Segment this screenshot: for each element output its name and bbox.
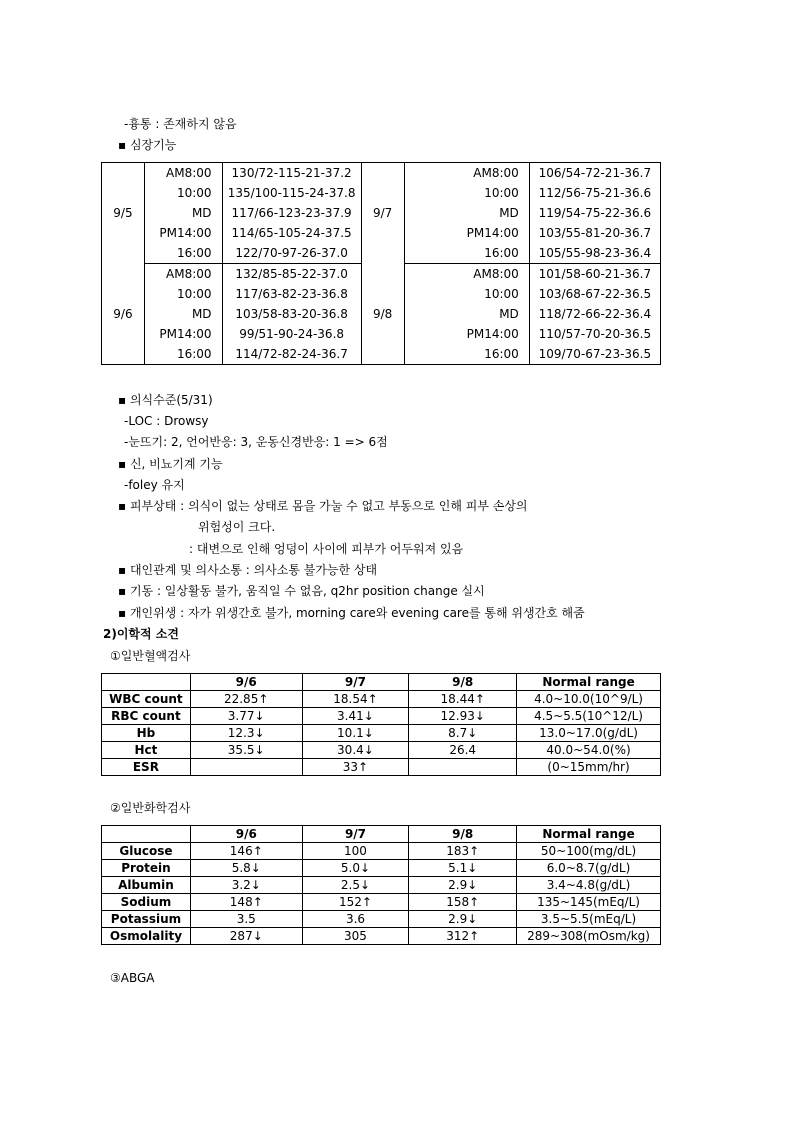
vitals-value: 135/100-115-24-37.8 bbox=[222, 183, 361, 203]
skin-note-1: ▪ 피부상태 : 의식이 없는 상태로 몸을 가눌 수 없고 부동으로 인해 피부 손상의 bbox=[118, 499, 528, 513]
vitals-time: 10:00 bbox=[404, 183, 529, 203]
lab-row bbox=[102, 860, 661, 877]
lab-value: 3.41↓ bbox=[302, 708, 409, 725]
vitals-row bbox=[102, 163, 661, 184]
lab-value: 2.9↓ bbox=[409, 877, 517, 894]
cbc-title: ①일반혈액검사 bbox=[110, 649, 191, 663]
vitals-value: 106/54-72-21-36.7 bbox=[538, 166, 652, 180]
lab-value: 3.6 bbox=[302, 911, 409, 928]
lab-value: 26.4 bbox=[409, 742, 517, 759]
vitals-date: 9/5 bbox=[102, 163, 145, 264]
lab-value: 3.5 bbox=[190, 911, 302, 928]
lab-value: 183↑ bbox=[409, 843, 517, 860]
cardiac-function-heading: ▪ 심장기능 bbox=[118, 138, 177, 152]
vitals-time: MD bbox=[144, 203, 222, 223]
lab-value: 8.7↓ bbox=[409, 725, 517, 742]
lab-test-name: RBC count bbox=[102, 708, 191, 725]
lab-test-name: Osmolality bbox=[102, 928, 191, 945]
foley-note: -foley 유지 bbox=[124, 478, 185, 492]
vitals-value: 112/56-75-21-36.6 bbox=[538, 186, 652, 200]
hygiene-note: ▪ 개인위생 : 자가 위생간호 불가, morning care와 evening care를 통해 위생간호 해줌 bbox=[118, 606, 585, 620]
vitals-time: AM8:00 bbox=[144, 264, 222, 285]
vitals-time: 16:00 bbox=[144, 243, 222, 264]
lab-row bbox=[102, 708, 661, 725]
lab-header-cell: 9/7 bbox=[302, 674, 409, 691]
vitals-time: AM8:00 bbox=[144, 163, 222, 184]
vitals-time: 16:00 bbox=[404, 243, 529, 264]
vitals-value: 117/63-82-23-36.8 bbox=[222, 284, 361, 304]
lab-value bbox=[190, 759, 302, 776]
vitals-value: 130/72-115-21-37.2 bbox=[222, 163, 361, 184]
vitals-value: 103/58-83-20-36.8 bbox=[222, 304, 361, 324]
lab-value: 4.0~10.0(10^9/L) bbox=[517, 691, 661, 708]
lab-value: 10.1↓ bbox=[302, 725, 409, 742]
vitals-time: PM14:00 bbox=[144, 324, 222, 344]
lab-row bbox=[102, 742, 661, 759]
vitals-time: MD bbox=[144, 304, 222, 324]
vitals-value: 101/58-60-21-36.7 bbox=[538, 267, 652, 281]
lab-value: 135~145(mEq/L) bbox=[517, 894, 661, 911]
lab-header-cell: 9/8 bbox=[409, 826, 517, 843]
lab-test-name: Glucose bbox=[102, 843, 191, 860]
lab-value: 152↑ bbox=[302, 894, 409, 911]
lab-test-name: WBC count bbox=[102, 691, 191, 708]
vitals-value: 118/72-66-22-36.4 bbox=[538, 307, 652, 321]
lab-value: 312↑ bbox=[409, 928, 517, 945]
abga-title: ③ABGA bbox=[110, 971, 155, 985]
lab-value: 3.77↓ bbox=[190, 708, 302, 725]
lab-row bbox=[102, 759, 661, 776]
vitals-value: 99/51-90-24-36.8 bbox=[222, 324, 361, 344]
vitals-value: 109/70-67-23-36.5 bbox=[529, 344, 660, 365]
cbc-table bbox=[101, 673, 661, 776]
vitals-value: 103/55-81-20-36.7 bbox=[538, 226, 652, 240]
vitals-time: 10:00 bbox=[404, 284, 529, 304]
vitals-date: 9/8 bbox=[361, 264, 404, 365]
lab-test-name: Sodium bbox=[102, 894, 191, 911]
skin-note-2: 위험성이 크다. bbox=[198, 520, 276, 534]
consciousness-heading: ▪ 의식수준(5/31) bbox=[118, 393, 213, 407]
vitals-value: 114/72-82-24-36.7 bbox=[222, 344, 361, 365]
lab-value: 50~100(mg/dL) bbox=[517, 843, 661, 860]
lab-value: 5.8↓ bbox=[190, 860, 302, 877]
lab-value: 22.85↑ bbox=[190, 691, 302, 708]
lab-value: 158↑ bbox=[409, 894, 517, 911]
vitals-time: PM14:00 bbox=[404, 223, 529, 243]
vital-signs-table bbox=[101, 162, 661, 365]
vitals-time: 10:00 bbox=[144, 183, 222, 203]
chest-pain-note: -흉통 : 존재하지 않음 bbox=[124, 117, 237, 131]
lab-test-name: Potassium bbox=[102, 911, 191, 928]
lab-value: (0~15mm/hr) bbox=[517, 759, 661, 776]
vitals-time: 16:00 bbox=[144, 344, 222, 365]
lab-value: 2.9↓ bbox=[409, 911, 517, 928]
lab-value: 289~308(mOsm/kg) bbox=[517, 928, 661, 945]
vitals-value: 117/66-123-23-37.9 bbox=[222, 203, 361, 223]
lab-value: 33↑ bbox=[302, 759, 409, 776]
lab-test-name: Hct bbox=[102, 742, 191, 759]
skin-note-3: : 대변으로 인해 엉덩이 사이에 피부가 어두워져 있음 bbox=[189, 542, 464, 556]
lab-value: 2.5↓ bbox=[302, 877, 409, 894]
vitals-value: 132/85-85-22-37.0 bbox=[222, 264, 361, 285]
vitals-time: MD bbox=[404, 203, 529, 223]
lab-row bbox=[102, 843, 661, 860]
lab-value: 35.5↓ bbox=[190, 742, 302, 759]
lab-test-name: ESR bbox=[102, 759, 191, 776]
lab-header-cell bbox=[102, 826, 191, 843]
lab-value: 146↑ bbox=[190, 843, 302, 860]
vitals-time: MD bbox=[404, 304, 529, 324]
lab-header-cell: 9/8 bbox=[409, 674, 517, 691]
lab-value: 3.4~4.8(g/dL) bbox=[517, 877, 661, 894]
lab-header-cell: 9/6 bbox=[190, 826, 302, 843]
lab-value: 12.3↓ bbox=[190, 725, 302, 742]
lab-value: 6.0~8.7(g/dL) bbox=[517, 860, 661, 877]
vitals-time: 16:00 bbox=[404, 344, 529, 365]
lab-value: 40.0~54.0(%) bbox=[517, 742, 661, 759]
lab-value: 305 bbox=[302, 928, 409, 945]
lab-value: 18.54↑ bbox=[302, 691, 409, 708]
lab-test-name: Protein bbox=[102, 860, 191, 877]
lab-value: 3.5~5.5(mEq/L) bbox=[517, 911, 661, 928]
renal-heading: ▪ 신, 비뇨기계 기능 bbox=[118, 457, 223, 471]
lab-row bbox=[102, 894, 661, 911]
chem-title: ②일반화학검사 bbox=[110, 801, 191, 815]
vitals-time: PM14:00 bbox=[404, 324, 529, 344]
lab-value: 13.0~17.0(g/dL) bbox=[517, 725, 661, 742]
lab-header-cell: Normal range bbox=[517, 826, 661, 843]
lab-value: 4.5~5.5(10^12/L) bbox=[517, 708, 661, 725]
lab-value: 148↑ bbox=[190, 894, 302, 911]
lab-value: 100 bbox=[302, 843, 409, 860]
lab-value bbox=[409, 759, 517, 776]
lab-test-name: Hb bbox=[102, 725, 191, 742]
lab-header-cell bbox=[102, 674, 191, 691]
section-physical-findings: 2)이학적 소견 bbox=[103, 627, 179, 641]
lab-row bbox=[102, 877, 661, 894]
vitals-value: 114/65-105-24-37.5 bbox=[222, 223, 361, 243]
vitals-value: 105/55-98-23-36.4 bbox=[529, 243, 660, 264]
vitals-value: 110/57-70-20-36.5 bbox=[538, 327, 652, 341]
lab-header-cell: Normal range bbox=[517, 674, 661, 691]
lab-value: 5.0↓ bbox=[302, 860, 409, 877]
lab-row bbox=[102, 725, 661, 742]
lab-row bbox=[102, 691, 661, 708]
lab-header-cell: 9/7 bbox=[302, 826, 409, 843]
lab-value: 3.2↓ bbox=[190, 877, 302, 894]
lab-value: 5.1↓ bbox=[409, 860, 517, 877]
lab-value: 30.4↓ bbox=[302, 742, 409, 759]
vitals-date: 9/6 bbox=[102, 264, 145, 365]
motor-note: ▪ 기동 : 일상활동 불가, 움직일 수 없음, q2hr position change 실시 bbox=[118, 584, 485, 598]
vitals-time: AM8:00 bbox=[404, 163, 529, 184]
vitals-date: 9/7 bbox=[361, 163, 404, 264]
loc-note: -LOC : Drowsy bbox=[124, 414, 209, 428]
lab-header-cell: 9/6 bbox=[190, 674, 302, 691]
vitals-time: PM14:00 bbox=[144, 223, 222, 243]
lab-test-name: Albumin bbox=[102, 877, 191, 894]
lab-value: 12.93↓ bbox=[409, 708, 517, 725]
lab-value: 18.44↑ bbox=[409, 691, 517, 708]
lab-header-row bbox=[102, 826, 661, 843]
vitals-time: 10:00 bbox=[144, 284, 222, 304]
vitals-time: AM8:00 bbox=[404, 264, 529, 285]
lab-header-row bbox=[102, 674, 661, 691]
vitals-value: 122/70-97-26-37.0 bbox=[222, 243, 361, 264]
lab-row bbox=[102, 928, 661, 945]
vitals-row bbox=[102, 264, 661, 285]
relation-note: ▪ 대인관계 및 의사소통 : 의사소통 불가능한 상태 bbox=[118, 563, 378, 577]
vitals-value: 103/68-67-22-36.5 bbox=[538, 287, 652, 301]
lab-value: 287↓ bbox=[190, 928, 302, 945]
chemistry-table bbox=[101, 825, 661, 945]
gcs-note: -눈뜨기: 2, 언어반응: 3, 운동신경반응: 1 => 6점 bbox=[124, 435, 388, 449]
lab-row bbox=[102, 911, 661, 928]
vitals-value: 119/54-75-22-36.6 bbox=[538, 206, 652, 220]
